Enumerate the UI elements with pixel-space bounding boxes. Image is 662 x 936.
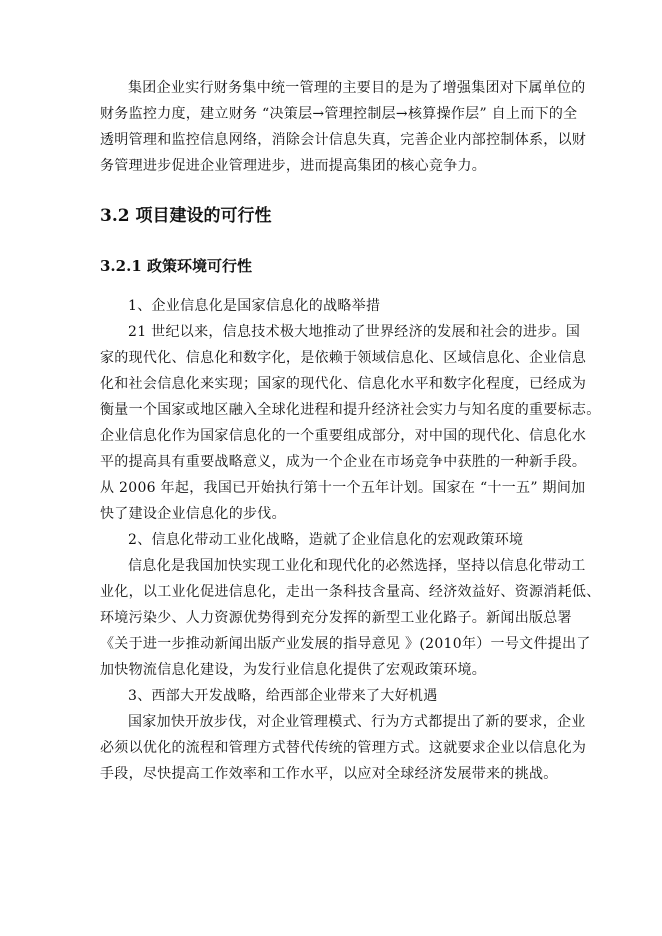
item1-line-3: 化和社会信息化来实现；国家的现代化、信息化水平和数字化程度，已经成为 — [100, 376, 587, 392]
intro-line-2: 财务监控力度，建立财务 “决策层→管理控制层→核算操作层” 自上而下的全 — [100, 106, 578, 122]
item2-line-2: 业化，以工业化促进信息化，走出一条科技含量高、经济效益好、资源消耗低、 — [100, 584, 601, 600]
item3-line-1: 国家加快开放步伐，对企业管理模式、行为方式都提出了新的要求，企业 — [128, 714, 586, 730]
item1-title: 1、企业信息化是国家信息化的战略举措 — [128, 298, 381, 314]
subsection-heading: 3.2.1 政策环境可行性 — [100, 257, 252, 275]
item3-line-2: 必须以优化的流程和管理方式替代传统的管理方式。这就要求企业以信息化为 — [100, 740, 587, 756]
item2-title: 2、信息化带动工业化战略，造就了企业信息化的宏观政策环境 — [128, 532, 524, 548]
item2-line-1: 信息化是我国加快实现工业化和现代化的必然选择，坚持以信息化带动工 — [128, 558, 586, 574]
item1-line-6: 平的提高具有重要战略意义，成为一个企业在市场竞争中获胜的一种新手段。 — [100, 454, 587, 470]
item1-line-1: 21 世纪以来，信息技术极大地推动了世界经济的发展和社会的进步。国 — [128, 324, 581, 340]
section-heading: 3.2 项目建设的可行性 — [100, 206, 272, 226]
item1-line-4: 衡量一个国家或地区融入全球化进程和提升经济社会实力与知名度的重要标志。 — [100, 402, 601, 418]
item1-line-7: 从 2006 年起，我国已开始执行第十一个五年计划。国家在 “十一五” 期间加 — [100, 480, 586, 496]
item1-line-5: 企业信息化作为国家信息化的一个重要组成部分，对中国的现代化、信息化水 — [100, 428, 587, 444]
intro-line-1: 集团企业实行财务集中统一管理的主要目的是为了增强集团对下属单位的 — [128, 80, 586, 96]
intro-line-3: 透明管理和监控信息网络，消除会计信息失真，完善企业内部控制体系，以财 — [100, 132, 587, 148]
item1-line-2: 家的现代化、信息化和数字化，是依赖于领域信息化、区域信息化、企业信息 — [100, 350, 587, 366]
item2-line-5: 加快物流信息化建设，为发行业信息化提供了宏观政策环境。 — [100, 662, 487, 678]
item2-line-3: 环境污染少、人力资源优势得到充分发挥的新型工业化路子。新闻出版总署 — [100, 610, 572, 626]
item3-line-3: 手段，尽快提高工作效率和工作水平，以应对全球经济发展带来的挑战。 — [100, 766, 558, 782]
intro-line-4: 务管理进步促进企业管理进步，进而提高集团的核心竞争力。 — [100, 158, 487, 174]
item1-line-8: 快了建设企业信息化的步伐。 — [100, 506, 286, 522]
item2-line-4: 《关于进一步推动新闻出版产业发展的指导意见 》(2010年）一号文件提出了 — [100, 636, 591, 652]
item3-title: 3、西部大开发战略，给西部企业带来了大好机遇 — [128, 688, 438, 704]
